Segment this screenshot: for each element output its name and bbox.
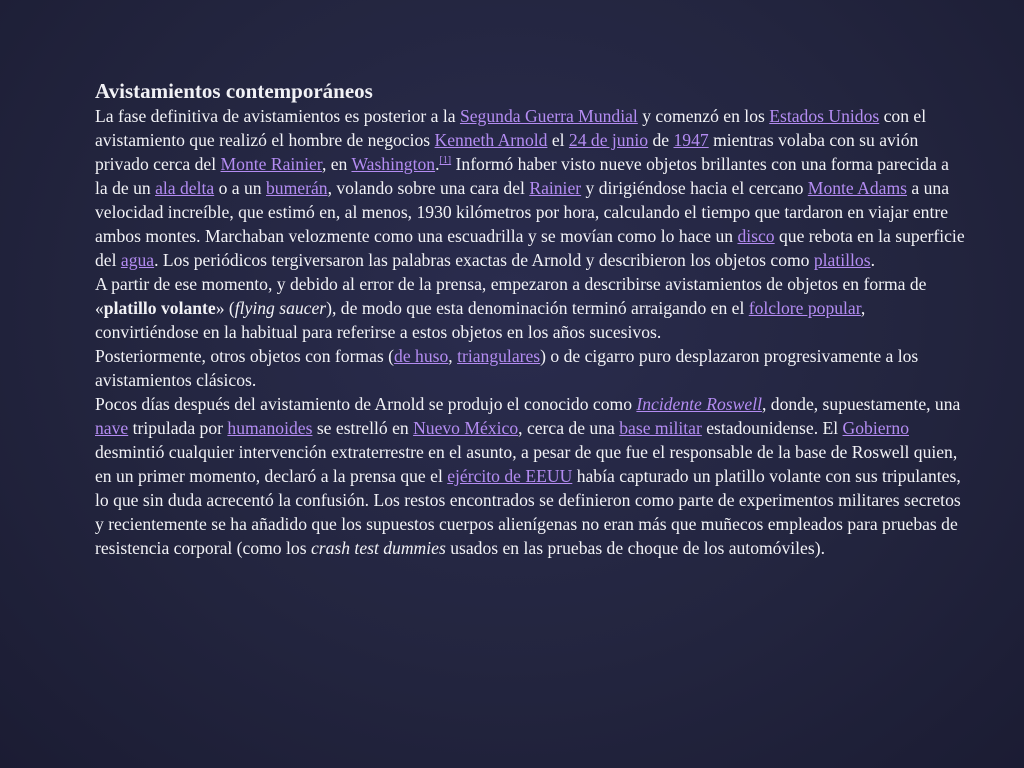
text-run: , volando sobre una cara del [327, 178, 530, 198]
text-run: » ( [215, 298, 235, 318]
text-run: , en [321, 154, 352, 174]
link-nave[interactable]: nave [95, 418, 129, 438]
text-run: de [648, 130, 674, 150]
text-run: . [870, 250, 875, 270]
text-run: . Los periódicos tergiversaron las palabras exactas de Arnold y describieron los objetos como [154, 250, 814, 270]
text-run: se estrelló en [312, 418, 414, 438]
text-run: . [435, 154, 440, 174]
reference-link-1[interactable]: [1] [439, 155, 452, 167]
link-triangulares[interactable]: triangulares [457, 346, 541, 366]
link-folclore-popular[interactable]: folclore popular [748, 298, 861, 318]
text-run: o a un [214, 178, 266, 198]
paragraph-roswell [95, 392, 965, 560]
link-estados-unidos[interactable]: Estados Unidos [769, 106, 880, 126]
text-run: A partir de ese momento, y debido al error de la prensa, empezaron a describirse avistamientos de objetos en forma de « [95, 274, 927, 318]
link-gobierno[interactable]: Gobierno [842, 418, 909, 438]
text-run: usados en las pruebas de choque de los automóviles). [445, 538, 825, 558]
link-platillos[interactable]: platillos [813, 250, 871, 270]
text-run: Posteriormente, otros objetos con formas ( [95, 346, 395, 366]
link-bumeran[interactable]: bumerán [266, 178, 328, 198]
link-incidente-roswell[interactable] [636, 394, 762, 414]
text-run: y comenzó en los [637, 106, 770, 126]
text-run: , donde, supuestamente, una [761, 394, 961, 414]
text-run: La fase definitiva de avistamientos es posterior a la [95, 106, 460, 126]
text-run: a una velocidad increíble, que estimó en, al menos, 1930 kilómetros por hora, calculando el tiempo que tardaron en viajar entre ambos montes. Marchaban velozmente como una escuadrilla y se movían como lo hace un [95, 178, 950, 246]
text-run: Informó haber visto nueve objetos brillantes con una forma parecida a la de un [95, 154, 949, 198]
text-run: , cerca de una [518, 418, 620, 438]
link-monte-rainier[interactable]: Monte Rainier [220, 154, 322, 174]
bold-term: platillo volante [103, 298, 216, 318]
link-1947[interactable]: 1947 [673, 130, 709, 150]
link-washington[interactable]: Washington [351, 154, 436, 174]
text-run: , [448, 346, 458, 366]
link-de-huso[interactable]: de huso [394, 346, 449, 366]
text-run: con el avistamiento que realizó el hombre de negocios [95, 106, 927, 150]
link-rainier[interactable]: Rainier [529, 178, 582, 198]
text-run: mientras volaba con su avión privado cerca del [95, 130, 919, 174]
link-monte-adams[interactable]: Monte Adams [807, 178, 908, 198]
link-ala-delta[interactable]: ala delta [155, 178, 215, 198]
link-24-de-junio[interactable]: 24 de junio [568, 130, 649, 150]
text-run: estadounidense. El [701, 418, 843, 438]
text-run: , convirtiéndose en la habitual para referirse a estos objetos en los años sucesivos. [95, 298, 866, 342]
text-run: y dirigiéndose hacia el cercano [581, 178, 808, 198]
paragraph-arnold-sighting [95, 104, 965, 272]
text-run: tripulada por [128, 418, 228, 438]
italic-term: flying saucer [234, 298, 327, 318]
link-humanoides[interactable]: humanoides [227, 418, 313, 438]
paragraph-other-shapes [95, 344, 965, 392]
text-run: ) o de cigarro puro desplazaron progresivamente a los avistamientos clásicos. [95, 346, 919, 390]
link-disco[interactable]: disco [737, 226, 775, 246]
slide-title: Avistamientos contemporáneos [95, 79, 373, 103]
link-agua[interactable]: agua [120, 250, 155, 270]
slide-content [95, 78, 965, 560]
link-kenneth-arnold[interactable]: Kenneth Arnold [434, 130, 548, 150]
text-run: el [547, 130, 569, 150]
link-base-militar[interactable]: base militar [619, 418, 702, 438]
italic-term: crash test dummies [310, 538, 446, 558]
paragraph-flying-saucer [95, 272, 965, 344]
text-run: Pocos días después del avistamiento de Arnold se produjo el conocido como [95, 394, 637, 414]
link-segunda-guerra-mundial[interactable]: Segunda Guerra Mundial [459, 106, 638, 126]
link-ejercito-de-eeuu[interactable]: ejército de EEUU [447, 466, 573, 486]
text-run: ), de modo que esta denominación terminó arraigando en el [326, 298, 749, 318]
link-incidente-roswell-text: Incidente Roswell [636, 394, 762, 414]
text-run: que rebota en la superficie del [95, 226, 965, 270]
text-run: había capturado un platillo volante con sus tripulantes, lo que sin duda acrecentó la confusión. Los restos encontrados se definieron como parte de experimentos militares secretos y recientemente se ha añadido que los supuestos cuerpos alienígenas no eran más que muñecos empleados para pruebas de resistencia corporal (como los [95, 466, 961, 558]
link-nuevo-mexico[interactable]: Nuevo México [413, 418, 519, 438]
text-run: desmintió cualquier intervención extraterrestre en el asunto, a pesar de que fue el responsable de la base de Roswell quien, en un primer momento, declaró a la prensa que el [95, 442, 958, 486]
